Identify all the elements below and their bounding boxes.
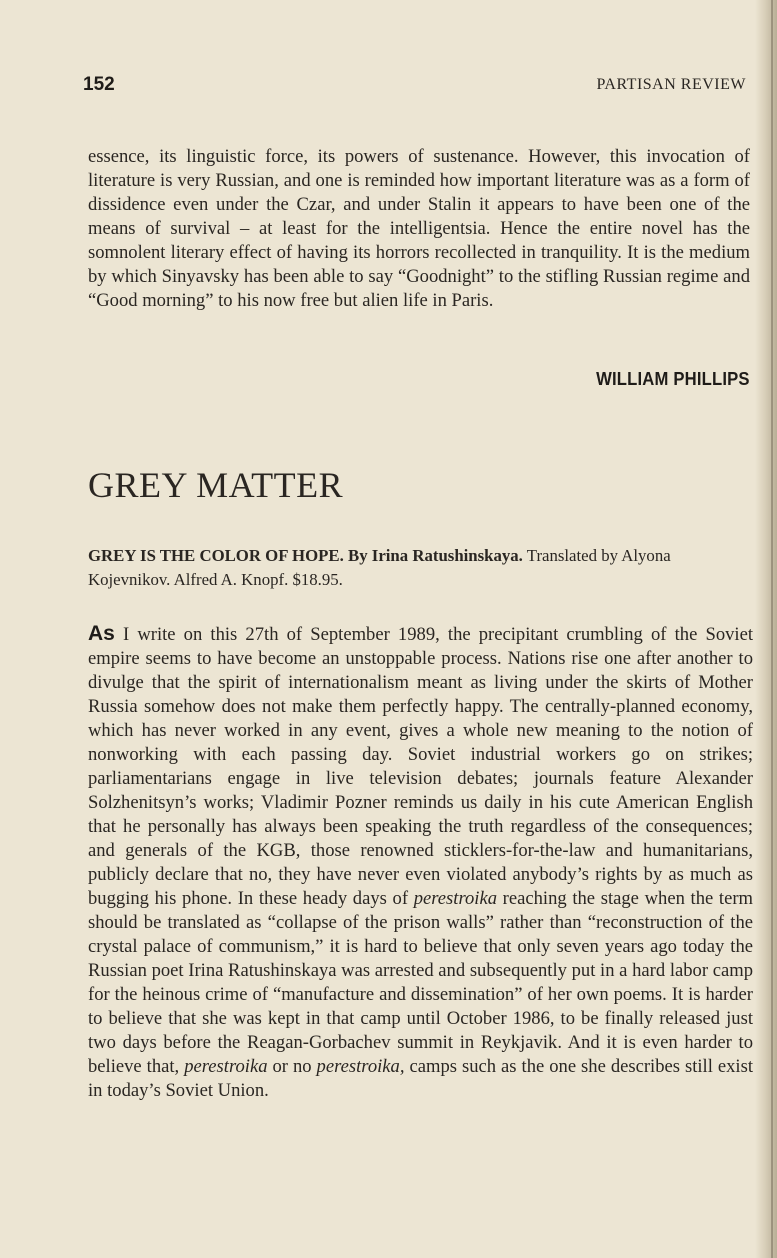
section-title: GREY MATTER <box>88 465 344 505</box>
book-author: By Irina Ratushinskaya. <box>348 546 523 565</box>
translation-credit: Translated by Alyona Kojevnikov. Alfred A. Knopf. $18.95. <box>88 546 671 589</box>
drop-cap: As <box>88 622 115 645</box>
review-text-4: camps such as the one she describes still exist in today’s Soviet Union. <box>88 1056 753 1101</box>
review-opening-paragraph <box>88 622 753 1103</box>
previous-review-byline: WILLIAM PHILLIPS <box>596 368 750 389</box>
book-title: GREY IS THE COLOR OF HOPE. <box>88 546 344 565</box>
running-head <box>83 74 746 104</box>
page-number: 152 <box>83 74 115 95</box>
previous-review-closing-paragraph: essence, its linguistic force, its powers of sustenance. However, this invocation of literature is very Russian, and one is reminded how important literature was as a form of dissidence even under the Czar, and under Stalin it appears to have been one of the means of survival – at least for the intelligentsia. Hence the entire novel has the somnolent literary effect of having its horrors recollected in tranquility. It is the medium by which Sinyavsky has been able to say “Goodnight” to the stifling Russian regime and “Good morning” to his now free but alien life in Paris. <box>88 146 750 311</box>
review-text-2: reaching the stage when the term should be translated as “collapse of the prison walls” rather than “reconstruction of the crystal palace of communism,” it is hard to believe that only seven years ago today the Russian poet Irina Ratushinskaya was arrested and subsequently put in a hard labor camp for the heinous crime of “manufacture and dissemination” of her own poems. It is harder to believe that she was kept in that camp until October 1986, to be finally released just two days before the Reagan-Gorbachev summit in Reykjavik. And it is even harder to believe that, <box>88 888 753 1077</box>
review-book-heading <box>88 544 750 592</box>
review-italic-3: perestroika, <box>316 1056 405 1077</box>
review-text-1: I write on this 27th of September 1989, the precipitant crumbling of the Soviet empire seems to have become an unstoppable process. Nations rise one after another to divulge that the spirit of internationalism meant as living under the skirts of Mother Russia somehow does not make them perfectly happy. The centrally-planned economy, which has never worked in any event, gives a whole new meaning to the notion of nonworking with each passing day. Soviet industrial workers go on strikes; parliamentarians engage in live television debates; journals feature Alexander Solzhenitsyn’s works; Vladimir Pozner reminds us daily in his cute American English that he personally has always been speaking the truth regardless of the consequences; and generals of the KGB, those renowned sticklers-for-the-law and humanitarians, publicly declare that no, they have never even violated anybody’s rights by as much as bugging his phone. In these heady days of <box>88 624 753 909</box>
review-italic-2: perestroika <box>184 1056 268 1077</box>
review-italic-1: perestroika <box>413 888 498 909</box>
journal-name: PARTISAN REVIEW <box>596 76 746 93</box>
review-text-3: or no <box>267 1056 317 1077</box>
page-edge-shadow <box>755 0 777 1258</box>
